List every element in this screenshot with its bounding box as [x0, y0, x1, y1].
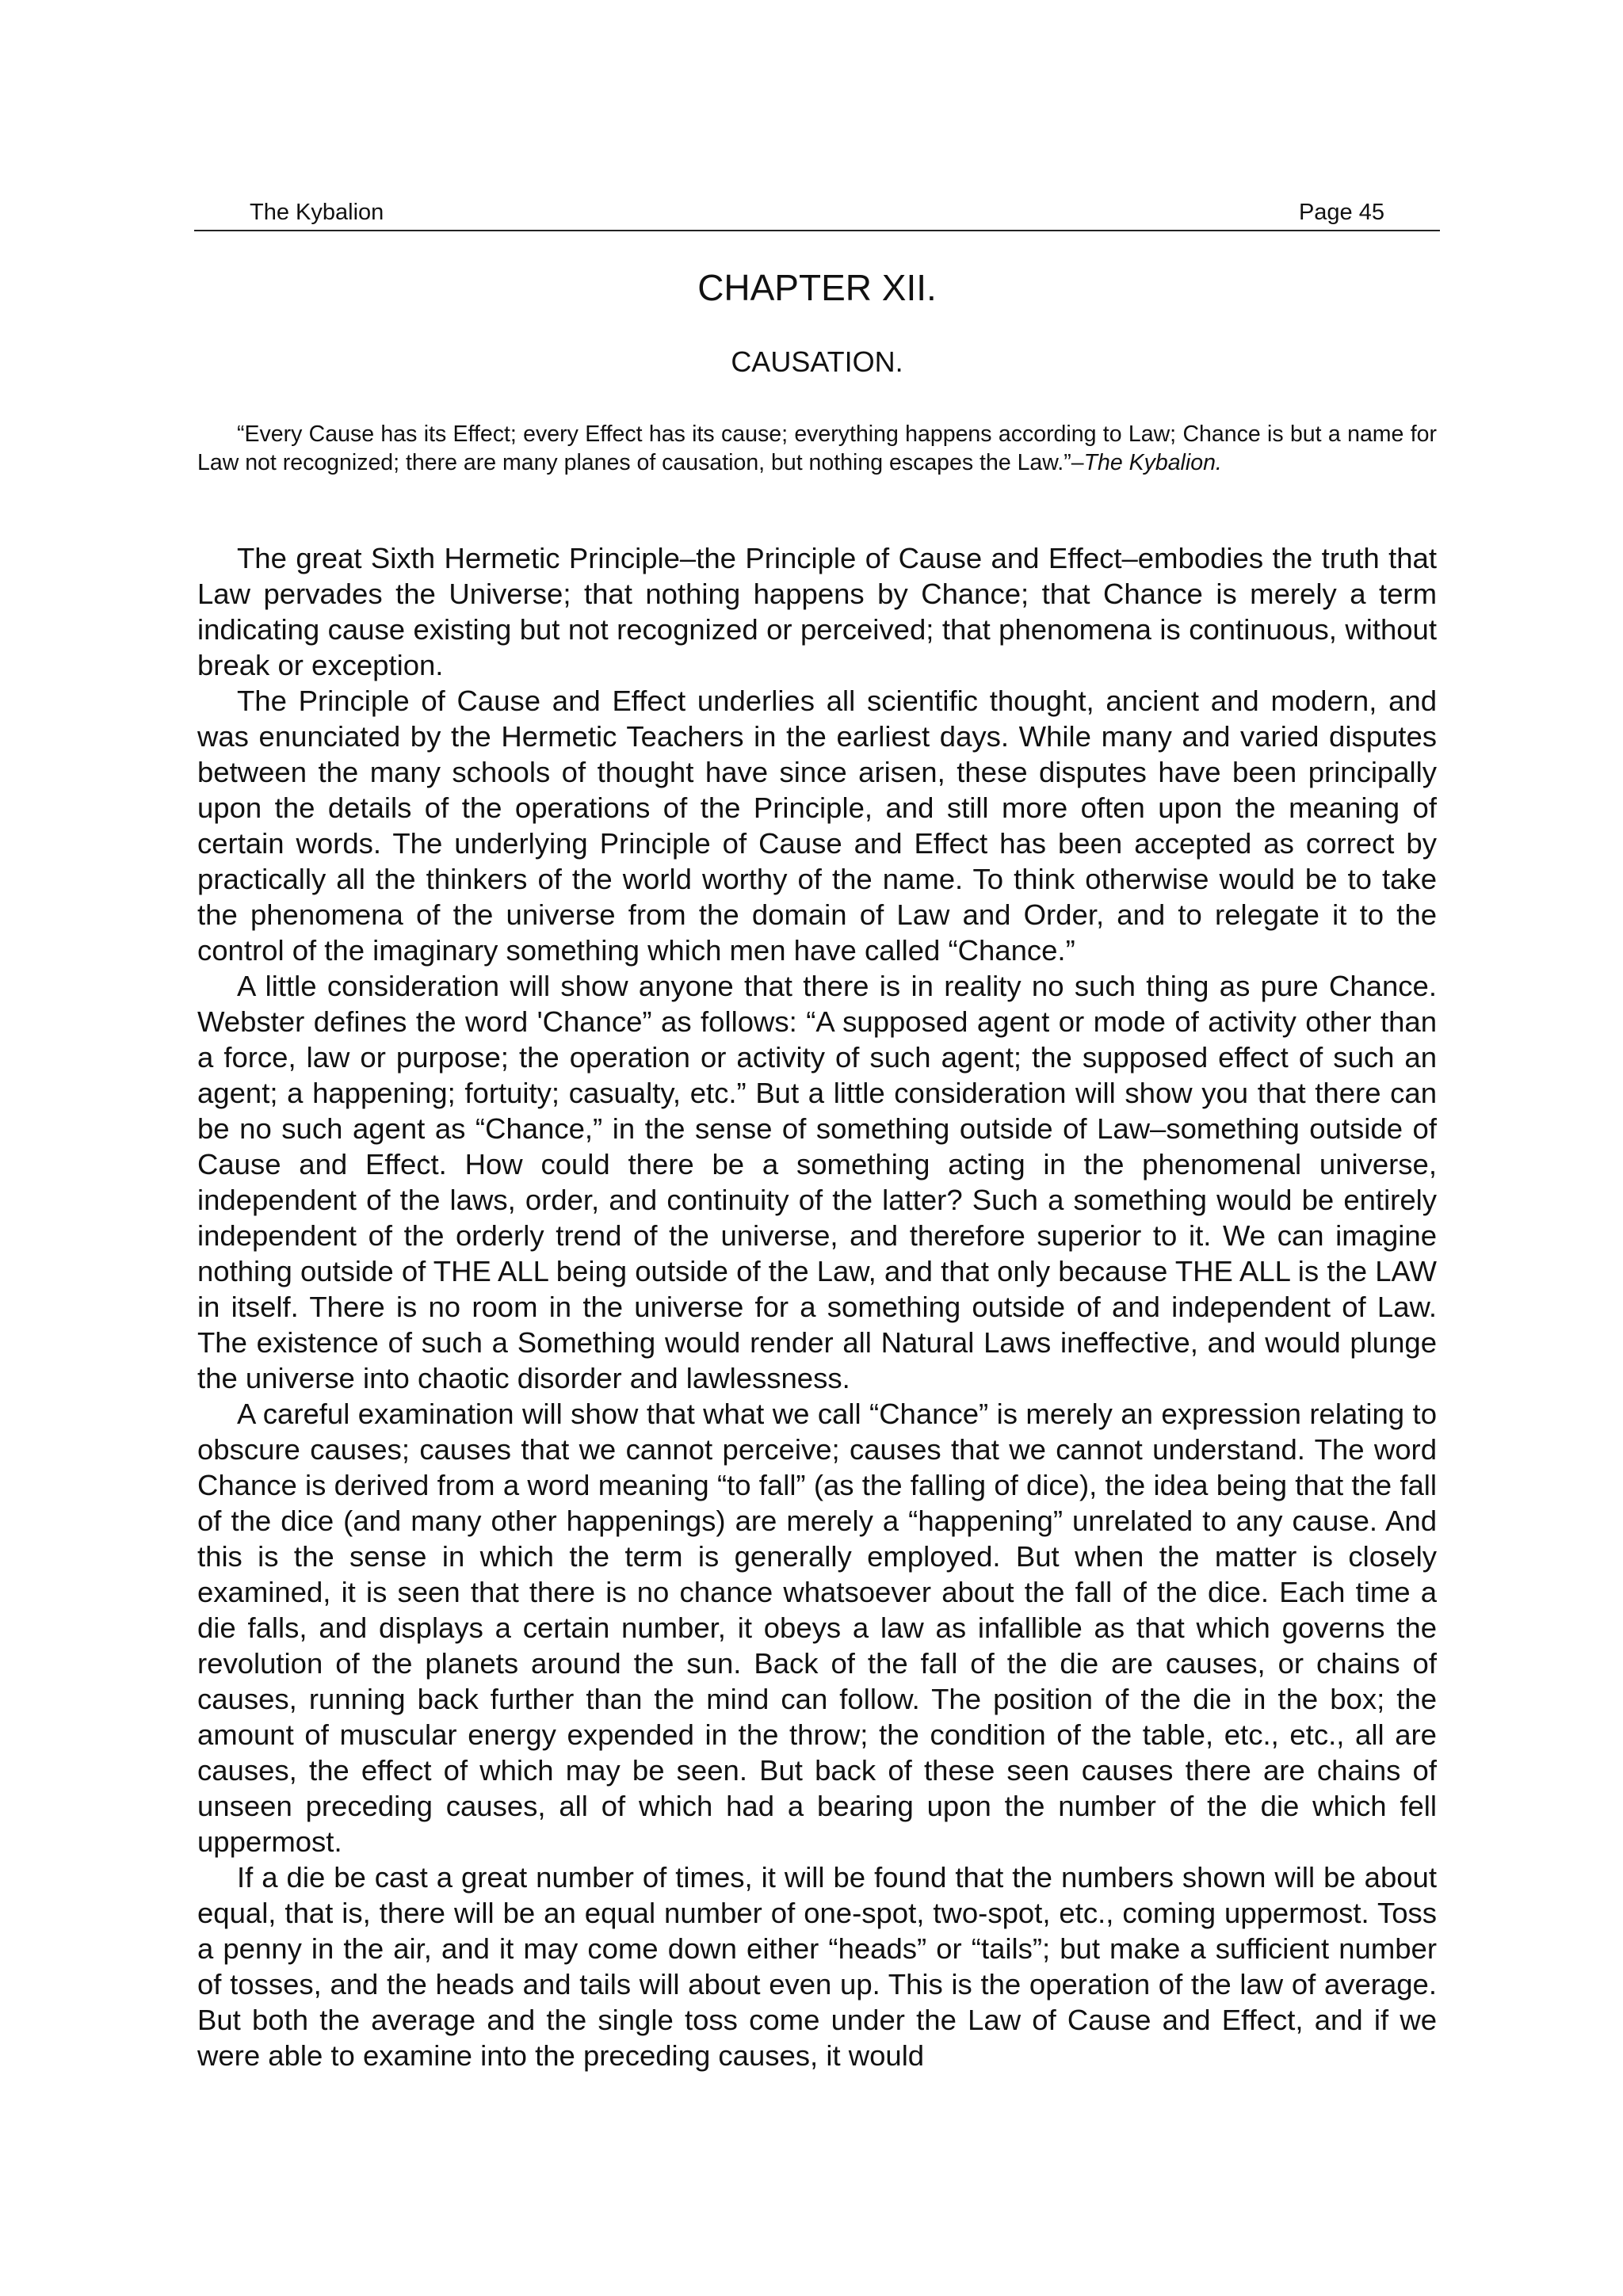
paragraph-3: A little consideration will show anyone that there is in reality no such thing as pure Chance. Webster defines the word 'Chance” as follows: “A supposed agent or mode of activity other than a force, law or purpose; the operation or activity of such agent; the supposed effect of such an agent; a happening; fortuity; casualty, etc.” But a little consideration will show you that there can be no such agent as “Chance,” in the sense of something outside of Law–something outside of Cause and Effect. How could there be a something acting in the phenomenal universe, independent of the laws, order, and continuity of the latter? Such a something would be entirely independent of the orderly trend of the universe, and therefore superior to it. We can imagine nothing outside of THE ALL being outside of the Law, and that only because THE ALL is the LAW in itself. There is no room in the universe for a something outside of and independent of Law. The existence of such a Something would render all Natural Laws ineffective, and would plunge the universe into chaotic disorder and lawlessness. [197, 970, 1437, 1394]
page-number: Page 45 [1298, 200, 1384, 225]
epigraph [197, 420, 1437, 477]
epigraph-quote: “Every Cause has its Effect; every Effect has its cause; everything happens according to Law; Chance is but a name for Law not recognized; there are many planes of causation, but nothing escapes the Law.”– [197, 421, 1437, 475]
chapter-title: CHAPTER XII. [697, 267, 937, 308]
epigraph-source: The Kybalion. [1083, 450, 1222, 475]
page-header [194, 195, 1440, 231]
paragraph-1: The great Sixth Hermetic Principle–the Principle of Cause and Effect–embodies the truth that Law pervades the Universe; that nothing happens by Chance; that Chance is merely a term indicating cause existing but not recognized or perceived; that phenomena is continuous, without break or exception. [197, 542, 1437, 681]
paragraph-5: If a die be cast a great number of times, it will be found that the numbers shown will be about equal, that is, there will be an equal number of one-spot, two-spot, etc., coming uppermost. Toss a penny in the air, and it may come down either “heads” or “tails”; but make a sufficient number of tosses, and the heads and tails will about even up. This is the operation of the law of average. But both the average and the single toss come under the Law of Cause and Effect, and if we were able to examine into the preceding causes, it would [197, 1861, 1437, 2072]
paragraph-4: A careful examination will show that what we call “Chance” is merely an expression relating to obscure causes; causes that we cannot perceive; causes that we cannot understand. The word Chance is derived from a word meaning “to fall” (as the falling of dice), the idea being that the fall of the dice (and many other happenings) are merely a “happening” unrelated to any cause. And this is the sense in which the term is generally employed. But when the matter is closely examined, it is seen that there is no chance whatsoever about the fall of the dice. Each time a die falls, and displays a certain number, it obeys a law as infallible as that which governs the revolution of the planets around the sun. Back of the fall of the die are causes, or chains of causes, running back further than the mind can follow. The position of the die in the box; the amount of muscular energy expended in the throw; the condition of the table, etc., etc., all are causes, the effect of which may be seen. But back of these seen causes there are chains of unseen preceding causes, all of which had a bearing upon the number of the die which fell uppermost. [197, 1398, 1437, 1858]
paragraph-2: The Principle of Cause and Effect underlies all scientific thought, ancient and modern, and was enunciated by the Hermetic Teachers in the earliest days. While many and varied disputes between the many schools of thought have since arisen, these disputes have been principally upon the details of the operations of the Principle, and still more often upon the meaning of certain words. The underlying Principle of Cause and Effect has been accepted as correct by practically all the thinkers of the world worthy of the name. To think otherwise would be to take the phenomena of the universe from the domain of Law and Order, and to relegate it to the control of the imaginary something which men have called “Chance.” [197, 685, 1437, 967]
running-head-title: The Kybalion [250, 200, 384, 225]
body-text [197, 540, 1437, 2073]
chapter-subtitle: CAUSATION. [731, 345, 903, 378]
